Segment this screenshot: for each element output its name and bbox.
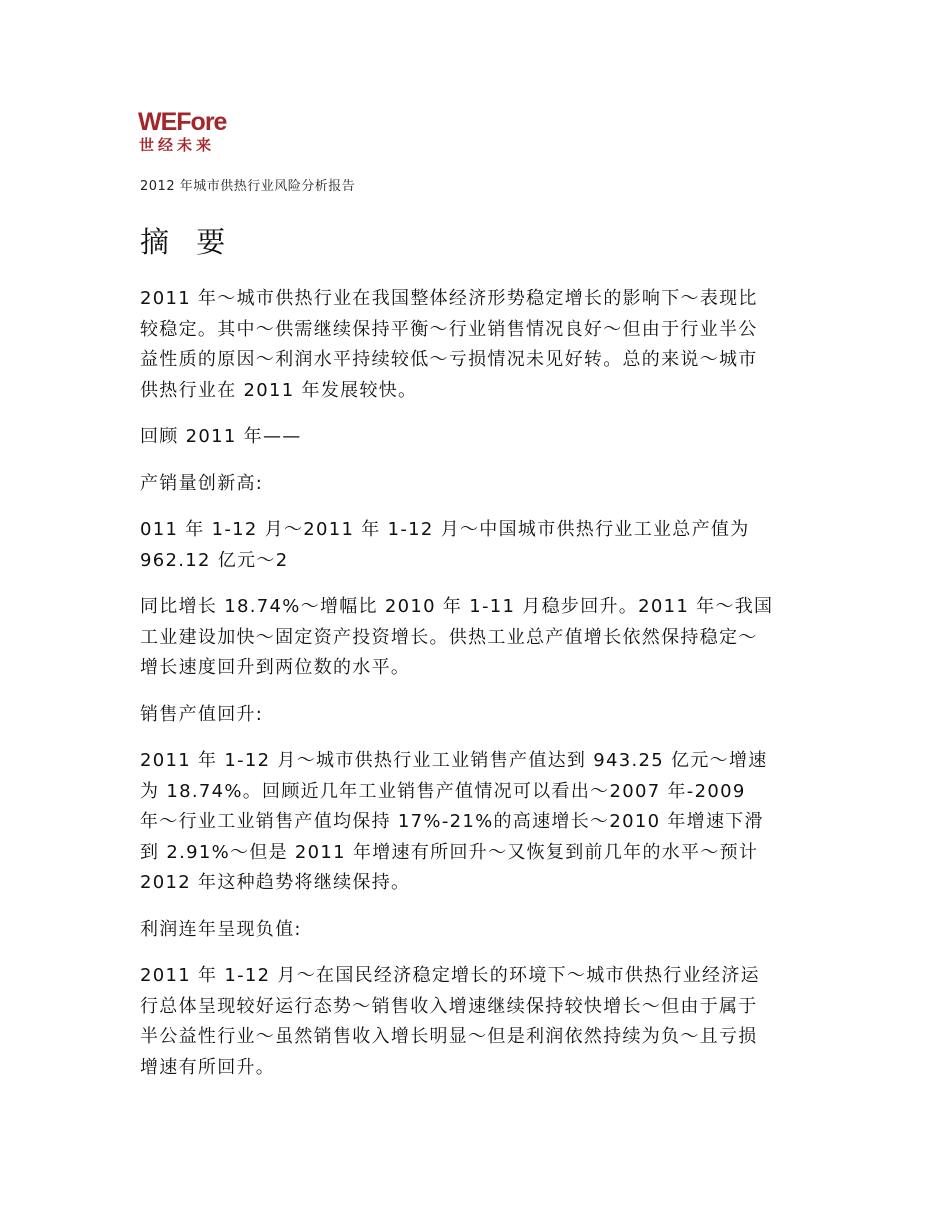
paragraph-line: 962.12 亿元～2 xyxy=(140,549,289,571)
document-body xyxy=(140,284,812,1099)
paragraph-line: 供热行业在 2011 年发展较快。 xyxy=(140,379,418,401)
body-paragraph xyxy=(140,961,812,1083)
paragraph-line: 销售产值回升: xyxy=(140,703,264,725)
body-paragraph xyxy=(140,700,812,731)
paragraph-line: 011 年 1-12 月～2011 年 1-12 月～中国城市供热行业工业总产值为 xyxy=(140,519,750,540)
body-paragraph xyxy=(140,515,812,576)
paragraph-line: 到 2.91%～但是 2011 年增速有所回升～又恢复到前几年的水平～预计 xyxy=(140,841,759,863)
paragraph-line: 2011 年～城市供热行业在我国整体经济形势稳定增长的影响下～表现比 xyxy=(140,288,758,309)
paragraph-line: 2011 年 1-12 月～城市供热行业工业销售产值达到 943.25 亿元～增速 xyxy=(140,750,768,771)
logo-chinese-text: 世经未来 xyxy=(139,136,216,154)
paragraph-line: 2011 年 1-12 月～在国民经济稳定增长的环境下～城市供热行业经济运 xyxy=(140,965,760,986)
section-heading: 摘 要 xyxy=(140,225,235,259)
paragraph-line: 产销量创新高: xyxy=(140,472,264,494)
company-logo xyxy=(138,108,238,154)
body-paragraph xyxy=(140,592,812,684)
paragraph-line: 工业建设加快～固定资产投资增长。供热工业总产值增长依然保持稳定～ xyxy=(140,626,758,648)
body-paragraph xyxy=(140,915,812,946)
logo-latin-text: WEFore xyxy=(138,108,227,136)
paragraph-line: 半公益性行业～虽然销售收入增长明显～但是利润依然持续为负～且亏损 xyxy=(140,1026,758,1047)
paragraph-line: 同比增长 18.74%～增幅比 2010 年 1-11 月稳步回升。2011 年～我国 xyxy=(140,596,774,617)
paragraph-line: 行总体呈现较好运行态势～销售收入增速继续保持较快增长～但由于属于 xyxy=(140,995,758,1017)
paragraph-line: 为 18.74%。回顾近几年工业销售产值情况可以看出～2007 年-2009 xyxy=(140,780,746,802)
wefore-logo-graphic xyxy=(138,108,238,154)
body-paragraph xyxy=(140,746,812,899)
paragraph-line: 回顾 2011 年—— xyxy=(140,426,302,447)
report-subtitle: 2012 年城市供热行业风险分析报告 xyxy=(140,179,356,194)
paragraph-line: 利润连年呈现负值: xyxy=(140,918,302,940)
paragraph-line: 较稳定。其中～供需继续保持平衡～行业销售情况良好～但由于行业半公 xyxy=(140,318,758,340)
body-paragraph xyxy=(140,422,812,453)
paragraph-line: 年～行业工业销售产值均保持 17%-21%的高速增长～2010 年增速下滑 xyxy=(140,811,764,832)
body-paragraph xyxy=(140,284,812,406)
body-paragraph xyxy=(140,469,812,500)
paragraph-line: 增速有所回升。 xyxy=(140,1056,276,1078)
paragraph-line: 增长速度回升到两位数的水平。 xyxy=(140,657,411,678)
paragraph-line: 2012 年这种趋势将继续保持。 xyxy=(140,872,411,893)
paragraph-line: 益性质的原因～利润水平持续较低～亏损情况未见好转。总的来说～城市 xyxy=(140,349,758,370)
